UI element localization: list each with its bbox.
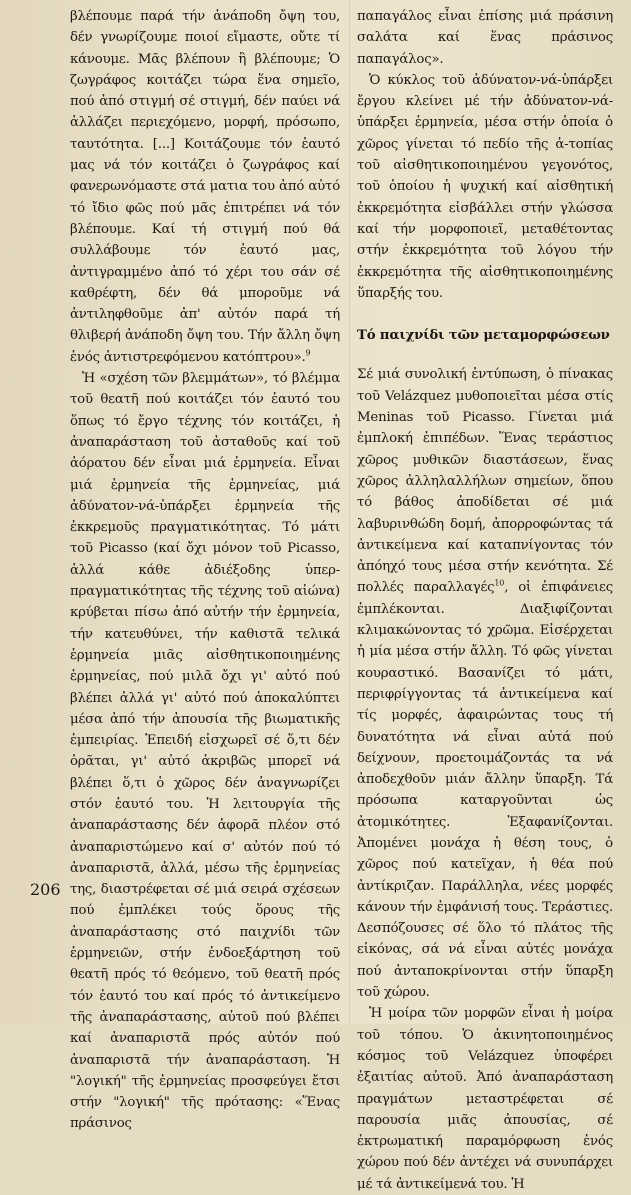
footnote-ref: 10 [494,579,505,588]
left-column [70,6,340,1135]
section-heading: Τό παιχνίδι τῶν μεταμορφώσεων [357,328,610,344]
column-gutter [349,0,350,1024]
paragraph [70,6,340,368]
paragraph: Ἡ μοίρα τῶν μορφῶν εἶναι ἡ μοίρα τοῦ τόπου. Ὁ ἀκινητοποιημένος κόσμος τοῦ Velázquez ὑποφέρει ἐξαιτίας αὐτοῦ. Ἀπό ἀναπαράσταση πραγμάτων μεταστρέφεται σέ παρουσία μιᾶς ἀπουσίας, σέ ἐκτρωματική παραμόρφωση ἑνός χώρου πού δέν ἀντέχει νά συνυπάρχει μέ τά ἀντικείμενά του. Ἡ [357,1006,613,1192]
paragraph: Ἡ «σχέση τῶν βλεμμάτων», τό βλέμμα τοῦ θεατῆ πού κοιτάζει τόν ἑαυτό του ὅπως τό ἔργο τέχνης τόν κοιτάζει, ἡ ἀναπαράσταση τοῦ ἀσταθοῦς καί τοῦ ἀόρατου δέν εἶναι μιά ἑρμηνεία. Εἶναι μιά ἑρμηνεία τῆς ἑρμηνείας, μιά ἀδύνατον-νά-ὑπάρξει ἑρμηνεία τῆς ἐκκρεμοῦς πραγματικότητας. Τό μάτι τοῦ Picasso (καί ὄχι μόνον τοῦ Picasso, ἀλλά κάθε ἀδιέξοδης ὑπερ-πραγματικότητας τῆς τέχνης τοῦ αἰώνα) κρύβεται πίσω ἀπό αὐτήν τήν ἑρμηνεία, τήν κατευθύνει, τήν καθιστᾶ τελικά ἑρμηνεία μιᾶς αἰσθητικοποιημένης ἑρμηνείας, πού μιλᾶ ὄχι γι' αὐτό πού βλέπει ἀλλά γι' αὐτό πού ἀποκαλύπτει μέσα ἀπό τήν ἀπουσία τῆς βιωματικῆς ἐμπειρίας. Ἐπειδή εἰσχωρεῖ σέ ὅ,τι δέν ὁρᾶται, γι' αὐτό ἀκριβῶς μπορεῖ νά βλέπει ὅ,τι ὁ χῶρος δέν ἀναγνωρίζει στόν ἑαυτό του. Ἡ λειτουργία τῆς ἀναπαράστασης δέν ἀφορᾶ πλέον στό ἀναπαριστώμενο καί σ' αὐτόν πού τό ἀναπαριστᾶ, ἀλλά, μέσω τῆς ἑρμηνείας της, διαστρέφεται σέ μιά σειρά σχέσεων πού ἐμπλέκει τούς ὅρους τῆς ἀναπαράστασης στό παιχνίδι τῶν ἑρμηνειῶν, στήν ἐνδοεξάρτηση τοῦ θεατῆ πρός τό θεόμενο, τοῦ θεατῆ πρός τόν ἑαυτό του καί πρός τό ἀντικείμενο τῆς ἀναπαράστασης, αὐτοῦ πού βλέπει καί ἀναπαριστᾶ πρός αὐτόν πού ἀναπαριστᾶ τήν ἀναπαράσταση. Ἡ "λογική" τῆς ἑρμηνείας προσφεύγει ἔτσι στήν "λογική" τῆς πρότασης: «Ἕνας πράσινος [70,371,340,1132]
right-column [357,6,613,1195]
footnote-ref: 9 [305,348,311,358]
paragraph-text: Σέ μιά συνολική ἐντύπωση, ὁ πίνακας τοῦ Velázquez μυθοποιεῖται μέσα στίς Meninas τοῦ Picasso. Γίνεται μιά ἐμπλοκή ἐπιπέδων. Ἕνας τεράστιος χῶρος μυθικῶν διαστάσεων, ἕνας χῶρος ἀλληλαλλήλων σημείων, ὅπου τό βάθος ἀποδίδεται σέ μιά λαβυρινθώδη δομή, ἀπορροφώντας τά ἀντικείμενα καί καταπνίγοντας τόν ἀπόηχό τους μέσα στήν κενότητα. Σέ πολλές παραλλαγές [357,367,613,596]
paragraph-text: βλέπουμε παρά τήν ἀνάποδη ὄψη του, δέν γνωρίζουμε ποιοί εἴμαστε, οὔτε τί κάνουμε. Μᾶς βλέπουν ἢ βλέπουμε; Ὁ ζωγράφος κοιτάζει τώρα ἕνα σημεῖο, πού ἀπό στιγμή σέ στιγμή, δέν παύει νά ἀλλάζει περιεχόμενο, μορφή, πρόσωπο, ταυτότητα. [...] Κοιτάζουμε τόν ἑαυτό μας νά τόν κοιτάζει ὁ ζωγράφος καί φανερωνόμαστε στά ματια του ἀπό αὐτό τό ἴδιο φῶς πού μᾶς ἐπιτρέπει νά τόν βλέπουμε. Καί τή στιγμή πού θά συλλάβουμε τόν ἑαυτό μας, ἀντιγραμμένο ἀπό τό χέρι του σάν σέ καθρέφτη, δέν θά μποροῦμε νά ἀντιληφθοῦμε ἀπ' αὐτόν παρά τή θλιβερή ἀνάποδη ὄψη του. Τήν ἄλλη ὄψη ἑνός ἀντιστρεφόμενου κατόπτρου». [70,9,340,365]
paragraph [357,364,613,1003]
page-number: 206 [30,880,61,899]
paragraph: Ὁ κύκλος τοῦ ἀδύνατον-νά-ὑπάρξει ἔργου κλείνει μέ τήν ἀδύνατον-νά-ὑπάρξει ἑρμηνεία, μέσα στήν ὁποία ὁ χῶρος γίνεται τό πεδίο τῆς ἀ-τοπίας τοῦ αἰσθητικοποιημένου γεγονότος, τοῦ ὁποίου ἡ ψυχική καί αἰσθητική ἐκκρεμότητα εἰσβάλλει στήν γλώσσα καί τήν μορφοποιεῖ, μεταθέτοντας στήν ἐκκρεμότητα τοῦ λόγου τήν ἐκκρεμότητα τῆς αἰσθητικοποιημένης ὕπαρξής του. [357,72,613,301]
paragraph-text: , οἱ ἐπιφάνειες ἐμπλέκονται. Διαξιφίζονται κλιμακώνοντας τό χρῶμα. Εἰσέρχεται ἡ μία μέσα στήν ἄλλη. Τό φῶς γίνεται κουραστικό. Βασανίζει τό μάτι, περιφρίγγοντας τά ἀντικείμενα καί τίς μορφές, ἀφαιρώντας τους τή δυνατότητα νά εἶναι αὐτά πού δείχνουν, προετοιμάζοντάς τα νά ἀποδεχθοῦν μιάν ἄλλην ὕπαρξη. Τά πρόσωπα καταργοῦνται ὡς ἀτομικότητες. Ἐξαφανίζονται. Ἀπομένει μονάχα ἡ θέση τους, ὁ χῶρος πού κατεῖχαν, ἡ θέα πού ἀντίκριζαν. Παράλληλα, νέες μορφές κάνουν τήν ἐμφάνισή τους. Τεράστιες. Δεσπόζουσες σέ ὅλο τό πλάτος τῆς εἰκόνας, σά νά εἶναι αὐτές μονάχα πού ἀνταποκρίνονται στήν ὕπαρξη τοῦ χώρου. [357,580,613,1001]
paragraph: παπαγάλος εἶναι ἐπίσης μιά πράσινη σαλάτα καί ἕνας πράσινος παπαγάλος». [357,9,613,67]
